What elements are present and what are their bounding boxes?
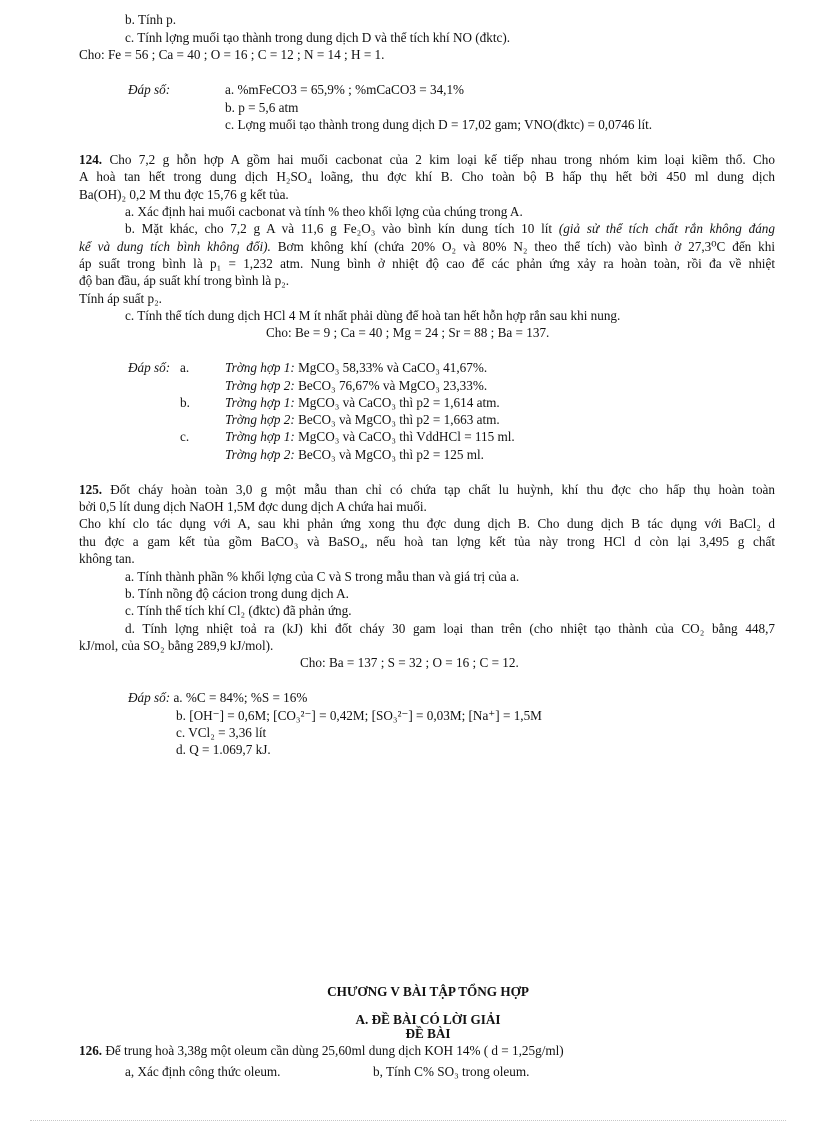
question-b: b. Tính nồng độ cácion trong dung dịch A. [125, 586, 349, 601]
problem-number: 124. [79, 152, 103, 167]
question-b: b, Tính C% SO₃ trong oleum. [373, 1064, 530, 1079]
answer-b-case-2: Trờng hợp 2: BeCO₃ và MgCO₃ thì p2 = 1,663 atm. [225, 412, 500, 427]
page-bottom-rule [30, 1120, 786, 1121]
answer-a-case-2: Trờng hợp 2: BeCO₃ 76,67% và MgCO₃ 23,33%. [225, 378, 488, 393]
question-b-line-2: kể và dung tích bình không đổi). Bơm không khí (chứa 20% O₂ và 80% N₂ theo thể tích) vào bình ở 27,3⁰C đến khi [79, 239, 775, 254]
question-a: a. Xác định hai muối cacbonat và tính % theo khối lợng của chúng trong A. [125, 204, 523, 219]
answer-mark-c: c. [180, 429, 190, 444]
question-b-line-5: Tính áp suất p₂. [79, 291, 162, 306]
answer-b: b. p = 5,6 atm [225, 100, 299, 115]
answer-a: a. %mFeCO3 = 65,9% ; %mCaCO3 = 34,1% [225, 82, 465, 97]
problem-125-line-5: không tan. [79, 551, 135, 566]
answer-b-case-1: Trờng hợp 1: MgCO₃ và CaCO₃ thì p2 = 1,614 atm. [225, 395, 500, 410]
answer-label: Đáp số: [128, 690, 171, 705]
answer-label: Đáp số: [128, 360, 171, 375]
answer-c: c. Lợng muối tạo thành trong dung dịch D = 17,02 gam; VNO(đktc) = 0,0746 lít. [225, 117, 653, 132]
problem-125-line-2: bởi 0,5 lít dung dịch NaOH 1,5M đợc dung dịch A chứa hai muối. [79, 499, 427, 514]
answer-a: Đáp số: a. %C = 84%; %S = 16% [128, 690, 308, 705]
answer-c-case-1: Trờng hợp 1: MgCO₃ và CaCO₃ thì VddHCl = 115 ml. [225, 429, 515, 444]
chapter-title: CHƯƠNG V BÀI TẬP TỔNG HỢP [327, 984, 529, 999]
problem-126-line-1: 126. Để trung hoà 3,38g một oleum cần dùng 25,60ml dung dịch KOH 14% ( d = 1,25g/ml) [79, 1043, 564, 1058]
problem-125-line-4: thu đợc a gam kết tủa gồm BaCO₃ và BaSO₄, nếu hoà tan lợng kết tủa này trong HCl d còn lại 3,495 g chất [79, 534, 775, 549]
question-c: c. Tính thể tích dung dịch HCl 4 M ít nhất phải dùng để hoà tan hết hỗn hợp rắn sau khi nung. [125, 308, 621, 323]
question-b-line-3: áp suất trong bình là p₁ = 1,232 atm. Nung bình ở nhiệt độ cao để các phản ứng xảy ra hoàn toàn, rồi đa về nhiệt [79, 256, 775, 271]
question-a: a. Tính thành phần % khối lợng của C và S trong mẫu than và giá trị của a. [125, 569, 520, 584]
question-b: b. Tính p. [125, 12, 177, 27]
given-atomic-masses: Cho: Fe = 56 ; Ca = 40 ; O = 16 ; C = 12 ; N = 14 ; H = 1. [79, 47, 385, 62]
question-b-line-1: b. Mặt khác, cho 7,2 g A và 11,6 g Fe₂O₃ vào bình kín dung tích 10 lít (giả sử thể tích chất rắn không đáng [125, 221, 775, 236]
answer-c: c. VCl₂ = 3,36 lít [176, 725, 267, 740]
problem-124-line-1: 124. Cho 7,2 g hỗn hợp A gồm hai muối cacbonat của 2 kim loại kế tiếp nhau trong nhóm kim loại kiềm thổ. Cho [79, 152, 775, 167]
answer-b: b. [OH⁻] = 0,6M; [CO₃²⁻] = 0,42M; [SO₃²⁻] = 0,03M; [Na⁺] = 1,5M [176, 708, 542, 723]
answer-d: d. Q = 1.069,7 kJ. [176, 742, 271, 757]
answer-label: Đáp số: [128, 82, 171, 97]
answer-mark-b: b. [180, 395, 190, 410]
question-c: c. Tính lợng muối tạo thành trong dung dịch D và thể tích khí NO (đktc). [125, 30, 511, 45]
answer-mark-a: a. [180, 360, 190, 375]
question-b-line-4: độ ban đầu, áp suất khí trong bình là p₂. [79, 273, 290, 288]
answer-a-case-1: Trờng hợp 1: MgCO₃ 58,33% và CaCO₃ 41,67%. [225, 360, 488, 375]
question-a: a, Xác định công thức oleum. [125, 1064, 281, 1079]
question-d-line-2: kJ/mol, của SO₂ bằng 289,9 kJ/mol). [79, 638, 274, 653]
problem-125-line-3: Cho khí clo tác dụng với A, sau khi phản ứng xong thu đợc dung dịch B. Cho dung dịch B tác dụng với BaCl₂ d [79, 516, 775, 531]
problem-number: 126. [79, 1043, 103, 1058]
question-d-line-1: d. Tính lợng nhiệt toả ra (kJ) khi đốt cháy 30 gam loại than trên (cho nhiệt tạo thành của CO₂ bằng 448,7 [125, 621, 775, 636]
section-title: A. ĐỀ BÀI CÓ LỜI GIẢI [355, 1012, 501, 1027]
problem-124-line-2: A hoà tan hết trong dung dịch H₂SO₄ loãng, thu đợc khí B. Cho toàn bộ B hấp thụ hết bởi 450 ml dung dịch [79, 169, 775, 184]
given-atomic-masses: Cho: Be = 9 ; Ca = 40 ; Mg = 24 ; Sr = 88 ; Ba = 137. [266, 325, 550, 340]
answer-c-case-2: Trờng hợp 2: BeCO₃ và MgCO₃ thì p2 = 125 ml. [225, 447, 484, 462]
problem-125-line-1: 125. Đốt cháy hoàn toàn 3,0 g một mẫu than chỉ có chứa tạp chất lu huỳnh, khí thu đợc cho hấp thụ hoàn toàn [79, 482, 775, 497]
question-c: c. Tính thể tích khí Cl₂ (đktc) đã phản ứng. [125, 603, 352, 618]
subsection-title: ĐỀ BÀI [405, 1026, 451, 1041]
problem-124-line-3: Ba(OH)₂ 0,2 M thu đợc 15,76 g kết tủa. [79, 187, 289, 202]
given-atomic-masses: Cho: Ba = 137 ; S = 32 ; O = 16 ; C = 12. [300, 655, 519, 670]
problem-number: 125. [79, 482, 103, 497]
